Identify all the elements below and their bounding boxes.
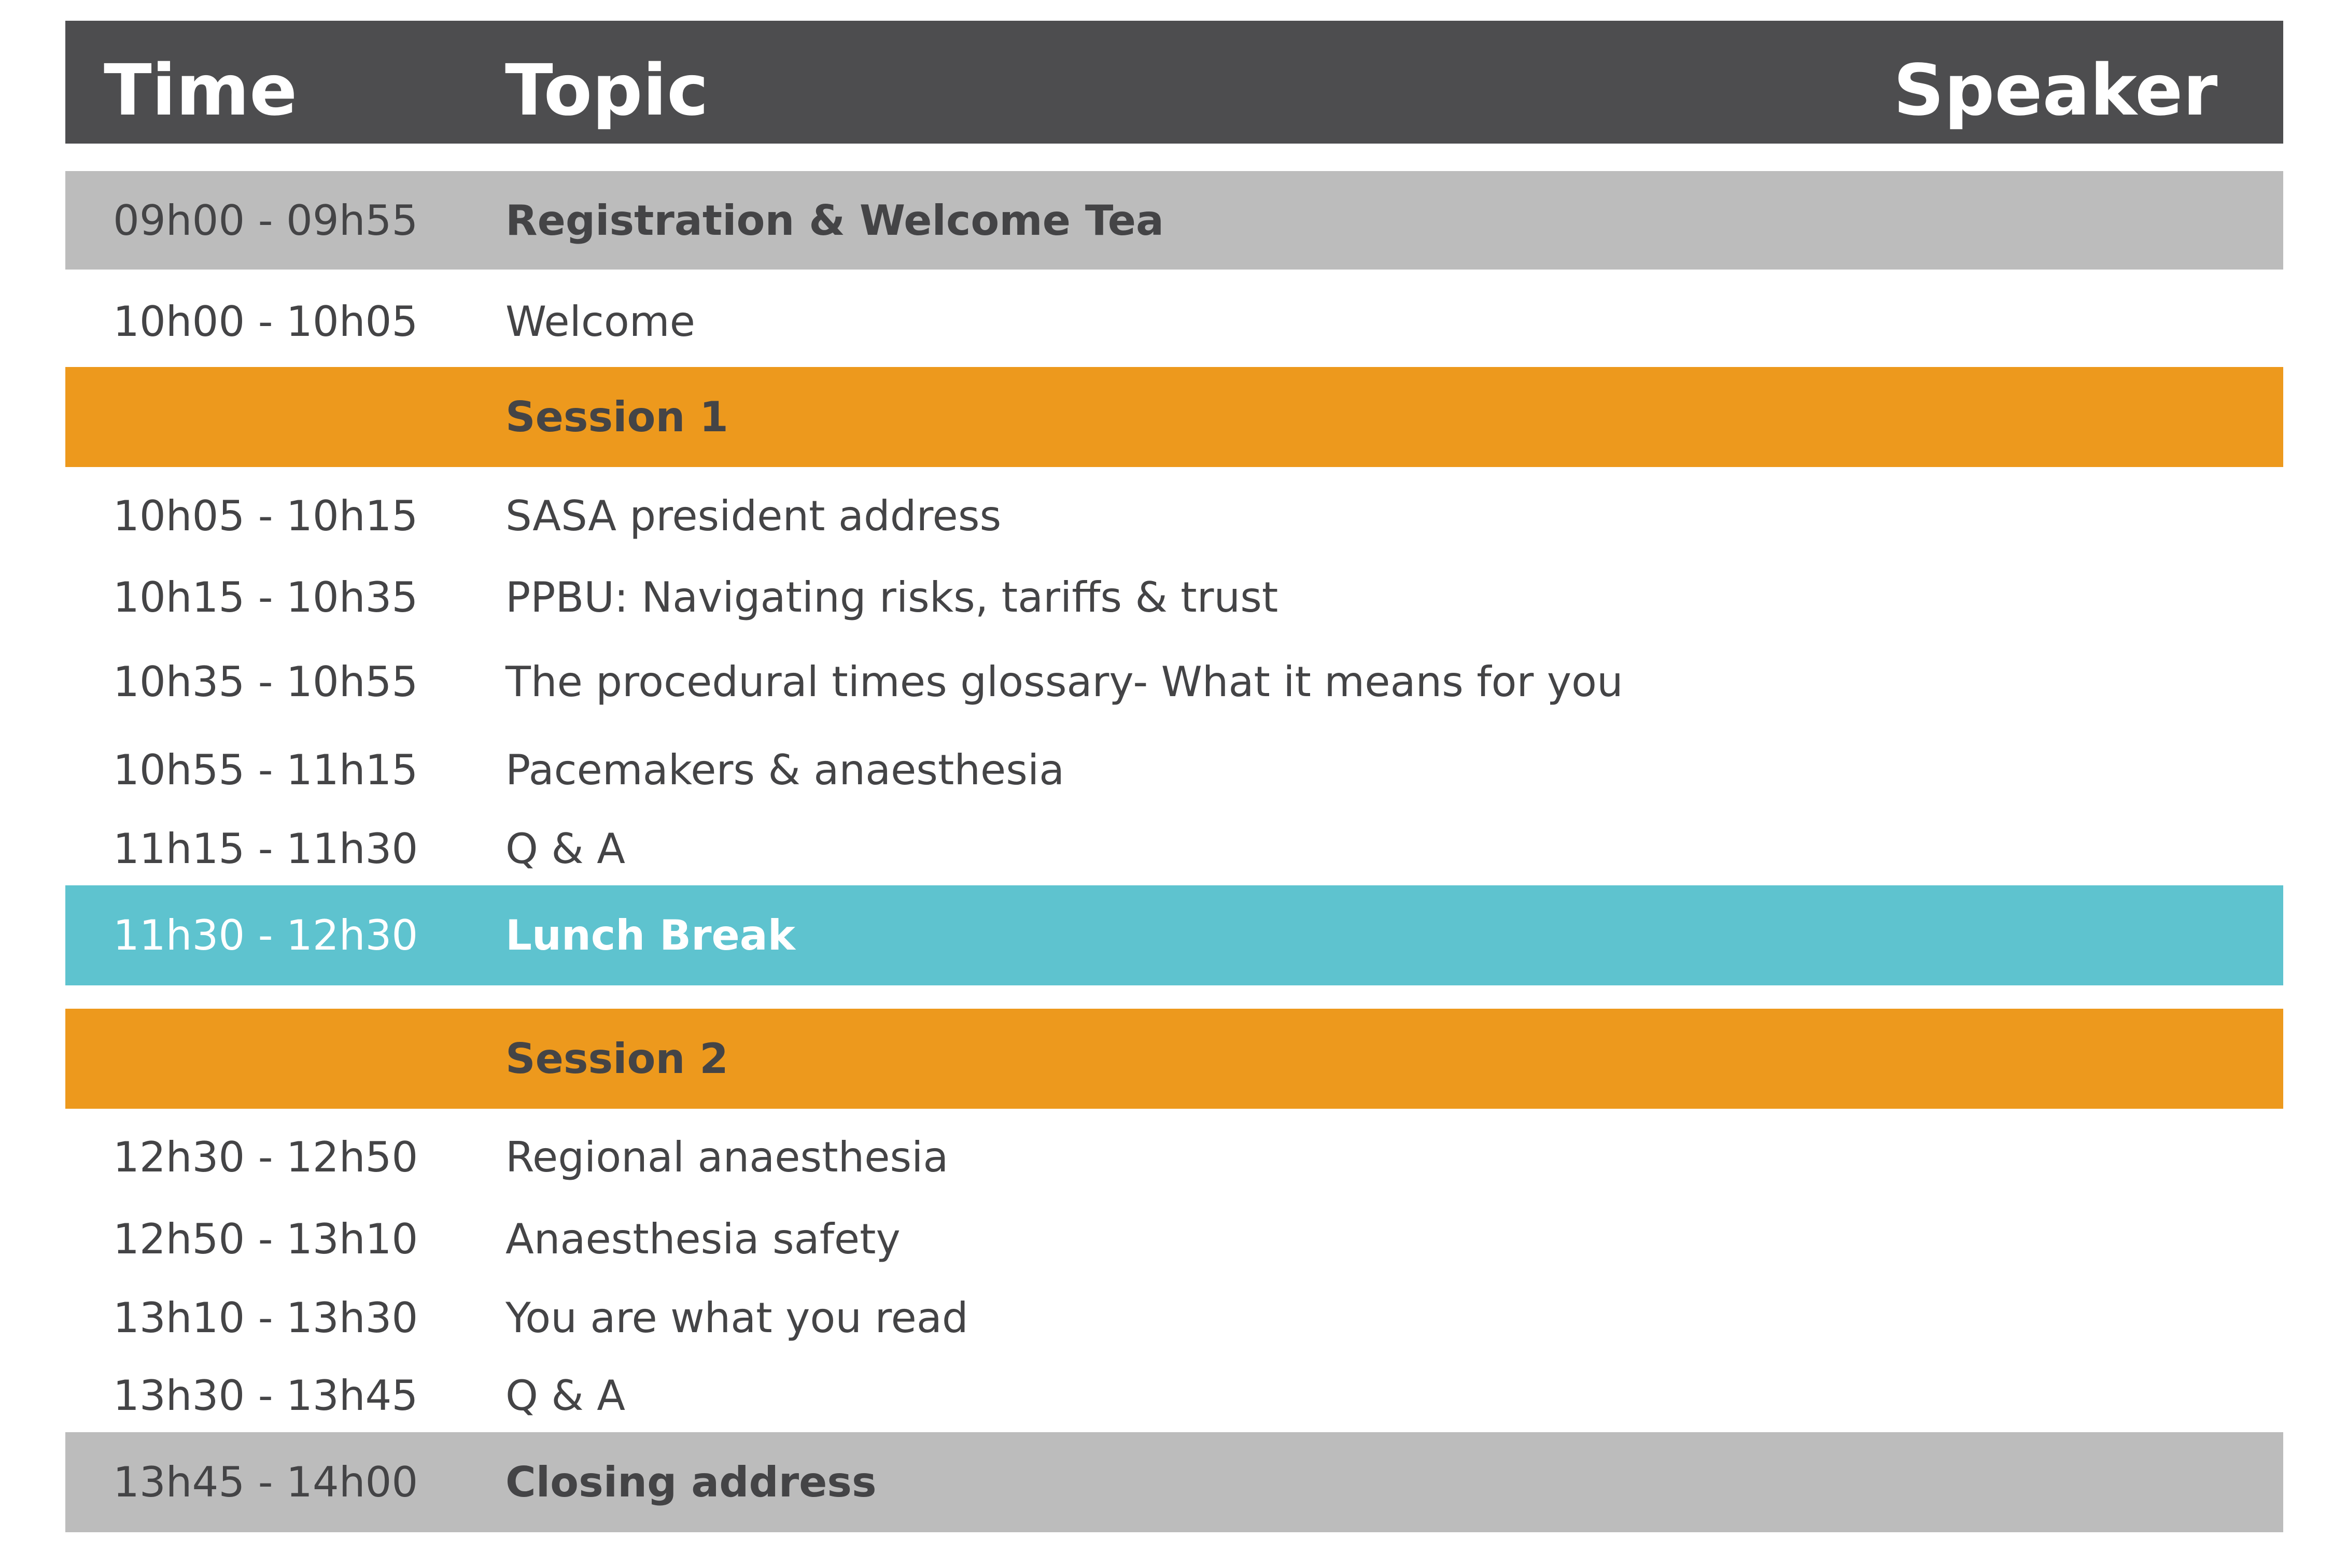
header-speaker: Speaker bbox=[1893, 50, 2218, 132]
row-time: 10h00 - 10h05 bbox=[113, 297, 418, 346]
row-topic: PPBU: Navigating risks, tariffs & trust bbox=[505, 573, 1278, 621]
row-topic: Q & A bbox=[505, 825, 625, 873]
row-time: 13h30 - 13h45 bbox=[113, 1372, 418, 1420]
session-1-label: Session 1 bbox=[505, 393, 728, 441]
table-row bbox=[65, 1200, 2283, 1278]
session-2-band bbox=[65, 1009, 2283, 1109]
table-row bbox=[65, 1278, 2283, 1358]
session-1-band bbox=[65, 367, 2283, 467]
header-time: Time bbox=[104, 50, 298, 132]
row-time: 11h15 - 11h30 bbox=[113, 825, 418, 873]
row-time: 13h45 - 14h00 bbox=[113, 1458, 418, 1506]
table-row bbox=[65, 472, 2283, 560]
row-topic: Pacemakers & anaesthesia bbox=[505, 745, 1065, 794]
table-header bbox=[65, 21, 2283, 144]
row-registration bbox=[65, 171, 2283, 270]
row-time: 10h35 - 10h55 bbox=[113, 657, 418, 706]
row-topic: Regional anaesthesia bbox=[505, 1133, 949, 1181]
row-time: 10h05 - 10h15 bbox=[113, 491, 418, 540]
row-topic: Closing address bbox=[505, 1458, 877, 1506]
row-time: 09h00 - 09h55 bbox=[113, 196, 418, 245]
row-topic: Welcome bbox=[505, 297, 695, 346]
row-time: 13h10 - 13h30 bbox=[113, 1294, 418, 1342]
header-topic: Topic bbox=[505, 50, 709, 132]
row-topic: The procedural times glossary- What it means for you bbox=[505, 657, 1623, 706]
table-row bbox=[65, 1114, 2283, 1200]
row-topic: SASA president address bbox=[505, 491, 1002, 540]
row-time: 12h50 - 13h10 bbox=[113, 1214, 418, 1263]
table-row bbox=[65, 560, 2283, 635]
row-topic: Q & A bbox=[505, 1372, 625, 1420]
row-topic: Registration & Welcome Tea bbox=[505, 196, 1164, 245]
row-topic: You are what you read bbox=[505, 1294, 968, 1342]
lunch-break-label: Lunch Break bbox=[505, 911, 795, 959]
table-row bbox=[65, 811, 2283, 886]
lunch-break-band bbox=[65, 885, 2283, 985]
table-row bbox=[65, 1358, 2283, 1433]
row-topic: Anaesthesia safety bbox=[505, 1214, 901, 1263]
row-welcome bbox=[65, 275, 2283, 368]
row-time: 12h30 - 12h50 bbox=[113, 1133, 418, 1181]
row-time: 10h55 - 11h15 bbox=[113, 745, 418, 794]
row-closing bbox=[65, 1432, 2283, 1532]
session-2-label: Session 2 bbox=[505, 1035, 728, 1083]
table-row bbox=[65, 635, 2283, 728]
row-time: 10h15 - 10h35 bbox=[113, 573, 418, 621]
row-time: 11h30 - 12h30 bbox=[113, 911, 418, 959]
table-row bbox=[65, 728, 2283, 811]
